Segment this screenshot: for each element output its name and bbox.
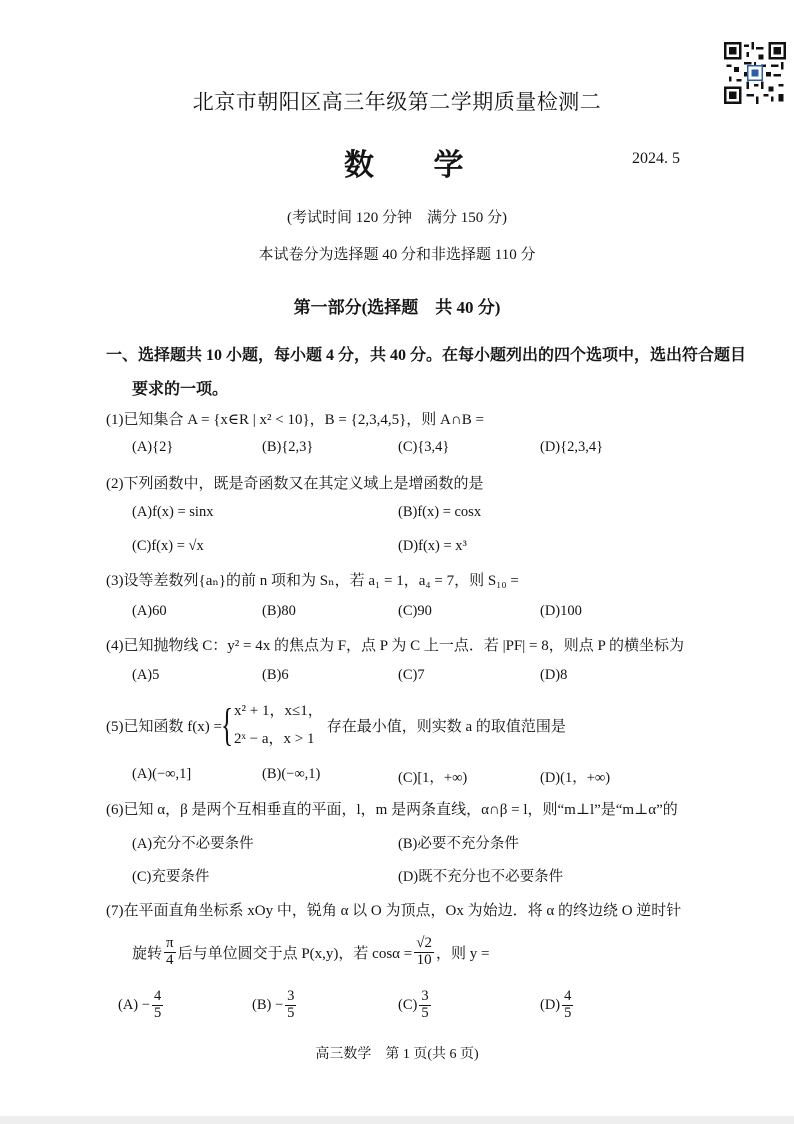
q5-case-2: 2ˣ − a，x > 1 xyxy=(234,731,315,747)
question-7-stem: (7)在平面直角坐标系 xOy 中，锐角 α 以 O 为顶点，Ox 为始边．将 α 的终边绕 O 逆时针 xyxy=(106,903,682,919)
q6-option-a: (A)充分不必要条件 xyxy=(132,836,254,852)
q1-option-c: (C){3,4} xyxy=(398,439,450,455)
q2-option-a: (A)f(x) = sinx xyxy=(132,504,214,520)
question-4-stem: (4)已知抛物线 C：y² = 4x 的焦点为 F，点 P 为 C 上一点．若 |PF| = 8，则点 P 的横坐标为 xyxy=(106,638,685,654)
q5-stem-prefix: (5)已知函数 f(x) = xyxy=(106,718,222,735)
fraction-denominator: 5 xyxy=(153,1004,162,1021)
fraction-numerator: 4 xyxy=(564,988,572,1005)
fraction-numerator: √2 xyxy=(416,934,432,951)
q2-option-d: (D)f(x) = x³ xyxy=(398,538,467,554)
fraction-numerator: 4 xyxy=(153,988,162,1005)
q4-option-a: (A)5 xyxy=(132,667,160,683)
question-3-stem: (3)设等差数列{aₙ}的前 n 项和为 Sₙ，若 a₁ = 1，a₄ = 7，则 S₁₀ = xyxy=(106,573,519,589)
q7-option-b xyxy=(252,983,298,1027)
option-fraction xyxy=(562,989,573,1020)
q7-option-a xyxy=(118,983,165,1027)
q2-option-c: (C)f(x) = √x xyxy=(132,538,204,554)
q1-option-d: (D){2,3,4} xyxy=(540,439,604,455)
part-one-title: 第一部分(选择题 共 40 分) xyxy=(293,298,501,317)
option-label: (A) − xyxy=(118,996,150,1013)
option-fraction xyxy=(285,989,296,1020)
pi-over-4-fraction xyxy=(164,936,176,969)
piecewise-cases xyxy=(234,697,323,754)
q6-option-b: (B)必要不充分条件 xyxy=(398,836,519,852)
cos-value-fraction xyxy=(414,936,434,969)
bottom-scroll-strip xyxy=(0,1116,794,1124)
q5-stem-suffix: 存在最小值，则实数 a 的取值范围是 xyxy=(326,718,566,735)
q4-option-d: (D)8 xyxy=(540,667,568,683)
q3-option-d: (D)100 xyxy=(540,603,582,619)
exam-time-note: (考试时间 120 分钟 满分 150 分) xyxy=(287,210,507,226)
q5-option-b: (B)(−∞,1) xyxy=(262,766,321,782)
option-fraction xyxy=(419,989,430,1020)
exam-date: 2024. 5 xyxy=(632,150,680,167)
fraction-denominator: 5 xyxy=(421,1004,429,1021)
subject-title: 数 学 xyxy=(344,149,490,182)
fraction-numerator: 3 xyxy=(287,988,295,1005)
fraction-denominator: 10 xyxy=(416,951,432,968)
q7-text-a: 旋转 xyxy=(132,945,163,962)
q1-option-b: (B){2,3} xyxy=(262,439,314,455)
q5-option-a: (A)(−∞,1] xyxy=(132,766,192,782)
section-instructions: 一、选择题共 10 小题，每小题 4 分，共 40 分。在每小题列出的四个选项中，选出符合题目 xyxy=(106,347,747,364)
question-7-stem-cont xyxy=(132,930,489,974)
option-label: (C) xyxy=(398,996,418,1013)
q7-option-d xyxy=(540,983,575,1027)
fraction-denominator: 5 xyxy=(287,1004,295,1021)
exam-title: 北京市朝阳区高三年级第二学期质量检测二 xyxy=(192,90,602,114)
fraction-denominator: 4 xyxy=(166,951,174,968)
q5-option-d: (D)(1，+∞) xyxy=(540,770,611,786)
question-6-stem: (6)已知 α，β 是两个互相垂直的平面，l，m 是两条直线，α∩β = l，则“m⊥l”是“m⊥α”的 xyxy=(106,802,678,818)
option-fraction xyxy=(152,989,163,1020)
q6-option-c: (C)充要条件 xyxy=(132,869,210,885)
question-2-stem: (2)下列函数中，既是奇函数又在其定义域上是增函数的是 xyxy=(106,476,484,492)
question-5-stem xyxy=(106,696,566,754)
option-label: (B) − xyxy=(252,996,284,1013)
q6-option-d: (D)既不充分也不必要条件 xyxy=(398,869,564,885)
q7-text-c: ，则 y = xyxy=(435,945,490,962)
score-split-note: 本试卷分为选择题 40 分和非选择题 110 分 xyxy=(258,247,536,263)
q5-case-1: x² + 1，x≤1， xyxy=(234,702,323,719)
fraction-denominator: 5 xyxy=(564,1004,572,1021)
q4-option-b: (B)6 xyxy=(262,667,289,683)
q2-option-b: (B)f(x) = cosx xyxy=(398,504,482,520)
q3-option-c: (C)90 xyxy=(398,603,432,619)
option-label: (D) xyxy=(540,996,561,1013)
page-footer: 高三数学 第 1 页(共 6 页) xyxy=(315,1047,479,1062)
piecewise-brace: { xyxy=(220,699,234,750)
q4-option-c: (C)7 xyxy=(398,667,425,683)
question-1-stem: (1)已知集合 A = {x∈R | x² < 10}，B = {2,3,4,5}，则 A∩B = xyxy=(106,412,484,428)
q7-text-b: 后与单位圆交于点 P(x,y)，若 cosα = xyxy=(177,945,413,962)
section-instructions-cont: 要求的一项。 xyxy=(132,381,229,398)
q1-option-a: (A){2} xyxy=(132,439,174,455)
q3-option-a: (A)60 xyxy=(132,603,167,619)
q3-option-b: (B)80 xyxy=(262,603,296,619)
q7-option-c xyxy=(398,983,433,1027)
q5-option-c: (C)[1，+∞) xyxy=(398,770,468,786)
fraction-numerator: π xyxy=(166,934,174,951)
fraction-numerator: 3 xyxy=(421,988,429,1005)
